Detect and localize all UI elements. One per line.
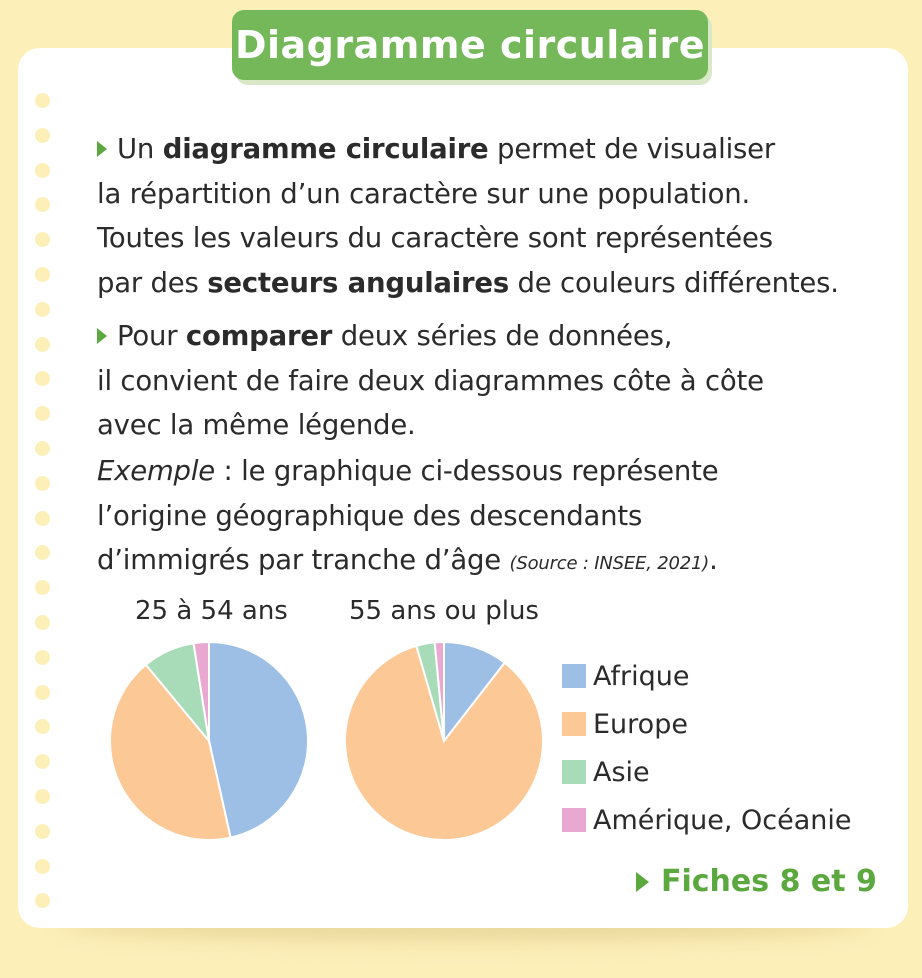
example-line-2: l’origine géographique des descendants — [97, 499, 643, 532]
binder-hole — [35, 406, 50, 421]
text-span: . — [709, 544, 718, 576]
legend-label: Afrique — [593, 660, 690, 692]
bullet-arrow-icon — [97, 328, 107, 344]
example-line-1 — [97, 449, 718, 494]
binder-hole — [35, 789, 50, 804]
legend-label: Amérique, Océanie — [593, 804, 852, 836]
fiches-label: Fiches 8 et 9 — [661, 864, 877, 899]
page-title: Diagramme circulaire — [234, 23, 706, 67]
binder-hole — [35, 476, 50, 491]
binder-hole — [35, 615, 50, 630]
pie-title-55-plus: 55 ans ou plus — [349, 596, 539, 626]
fiches-link[interactable] — [636, 864, 877, 899]
comparison-line-3: avec la même légende. — [97, 409, 416, 441]
legend-item — [562, 652, 852, 700]
binder-hole — [35, 580, 50, 595]
binder-hole — [35, 232, 50, 247]
pie-chart-55-plus — [343, 640, 545, 842]
play-arrow-icon — [636, 872, 649, 892]
text-span: deux séries de données, — [332, 320, 673, 352]
binder-hole — [35, 337, 50, 352]
example-label: Exemple — [97, 455, 215, 487]
text-span: par des — [97, 266, 208, 299]
text-span: : le graphique ci-dessous représente — [214, 455, 719, 487]
binder-hole — [35, 302, 50, 317]
legend-item — [562, 700, 852, 748]
example-line-3 — [97, 538, 718, 587]
legend-item — [562, 748, 852, 796]
legend-label: Asie — [593, 756, 650, 788]
binder-hole — [35, 441, 50, 456]
binder-hole — [35, 685, 50, 700]
binder-holes — [35, 93, 53, 928]
text-span: Un — [117, 133, 163, 165]
binder-hole — [35, 754, 50, 769]
legend-swatch — [562, 664, 586, 688]
definition-line-1 — [97, 127, 839, 172]
binder-hole — [35, 163, 50, 178]
binder-hole — [35, 824, 50, 839]
bold-term: comparer — [185, 320, 333, 352]
definition-paragraph — [97, 127, 839, 305]
binder-hole — [35, 197, 50, 212]
binder-hole — [35, 859, 50, 874]
text-span: permet de visualiser — [488, 133, 775, 165]
legend-item — [562, 796, 852, 844]
legend-label: Europe — [593, 708, 688, 740]
binder-hole — [35, 267, 50, 282]
pie-chart-25-54 — [108, 640, 310, 842]
binder-hole — [35, 511, 50, 526]
example-paragraph — [97, 449, 718, 587]
comparison-paragraph — [97, 314, 764, 448]
comparison-line-1 — [97, 314, 764, 359]
legend-swatch — [562, 760, 586, 784]
comparison-line-2: il convient de faire deux diagrammes côte à côte — [97, 364, 764, 397]
legend-swatch — [562, 808, 586, 832]
bullet-arrow-icon — [97, 141, 107, 157]
binder-hole — [35, 93, 50, 108]
text-span: Pour — [117, 320, 186, 352]
definition-line-3: Toutes les valeurs du caractère sont représentées — [97, 222, 773, 254]
chart-legend — [562, 652, 852, 844]
pie-title-25-54: 25 à 54 ans — [135, 596, 288, 626]
title-banner — [232, 10, 708, 80]
bold-term: diagramme circulaire — [162, 133, 489, 165]
text-span: d’immigrés par tranche d’âge — [97, 544, 510, 576]
binder-hole — [35, 545, 50, 560]
binder-hole — [35, 371, 50, 386]
binder-hole — [35, 893, 50, 908]
binder-hole — [35, 650, 50, 665]
source-citation: (Source : INSEE, 2021) — [509, 553, 710, 574]
binder-hole — [35, 128, 50, 143]
binder-hole — [35, 719, 50, 734]
text-span: de couleurs différentes. — [509, 266, 839, 299]
bold-term: secteurs angulaires — [207, 266, 509, 299]
legend-swatch — [562, 712, 586, 736]
definition-line-2: la répartition d’un caractère sur une population. — [97, 177, 751, 210]
definition-line-4 — [97, 261, 839, 306]
